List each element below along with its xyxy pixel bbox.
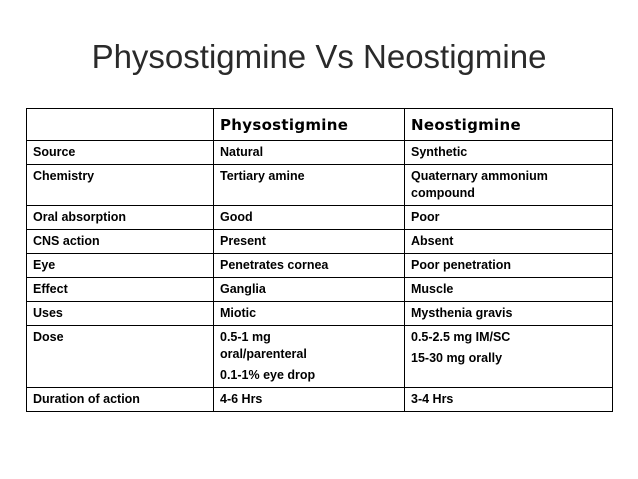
table-row bbox=[27, 206, 613, 230]
physostigmine-value: Penetrates cornea bbox=[220, 258, 329, 272]
table-row bbox=[27, 302, 613, 326]
neostigmine-value: 0.5-2.5 mg IM/SC bbox=[411, 330, 511, 344]
table-header-row bbox=[27, 109, 613, 141]
table-row bbox=[27, 165, 613, 206]
header-cell-blank bbox=[27, 109, 214, 141]
neostigmine-cell bbox=[405, 141, 613, 165]
neostigmine-value: Poor bbox=[411, 210, 440, 224]
neostigmine-cell bbox=[405, 230, 613, 254]
neostigmine-cell bbox=[405, 254, 613, 278]
slide-title: Physostigmine Vs Neostigmine bbox=[91, 38, 547, 75]
physostigmine-value: 4-6 Hrs bbox=[220, 392, 263, 406]
physostigmine-cell bbox=[214, 302, 405, 326]
table-row bbox=[27, 326, 613, 388]
row-label: Source bbox=[33, 145, 76, 159]
row-label-cell bbox=[27, 141, 214, 165]
physostigmine-value: Good bbox=[220, 210, 253, 224]
neostigmine-cell bbox=[405, 278, 613, 302]
header-cell-neostigmine: Neostigmine bbox=[405, 109, 613, 141]
physostigmine-cell bbox=[214, 141, 405, 165]
physostigmine-cell bbox=[214, 254, 405, 278]
row-label-cell bbox=[27, 302, 214, 326]
row-label: Oral absorption bbox=[33, 210, 127, 224]
physostigmine-value: Miotic bbox=[220, 306, 257, 320]
neostigmine-value: Mysthenia gravis bbox=[411, 306, 513, 320]
neostigmine-value: Quaternary ammonium bbox=[411, 169, 548, 183]
neostigmine-value: compound bbox=[411, 186, 475, 200]
physostigmine-cell bbox=[214, 230, 405, 254]
row-label-cell bbox=[27, 206, 214, 230]
table-body bbox=[27, 141, 613, 412]
neostigmine-cell bbox=[405, 388, 613, 412]
physostigmine-value: Ganglia bbox=[220, 282, 266, 296]
physostigmine-cell bbox=[214, 165, 405, 206]
neostigmine-cell bbox=[405, 326, 613, 388]
neostigmine-value: Muscle bbox=[411, 282, 454, 296]
row-label: Eye bbox=[33, 258, 56, 272]
physostigmine-value: Tertiary amine bbox=[220, 169, 305, 183]
neostigmine-value: 3-4 Hrs bbox=[411, 392, 454, 406]
neostigmine-value: 15-30 mg orally bbox=[411, 351, 503, 365]
row-label: Chemistry bbox=[33, 169, 95, 183]
header-cell-physostigmine: Physostigmine bbox=[214, 109, 405, 141]
physostigmine-value: oral/parenteral bbox=[220, 347, 307, 361]
comparison-table bbox=[26, 108, 613, 412]
row-label-cell bbox=[27, 388, 214, 412]
physostigmine-value: Natural bbox=[220, 145, 264, 159]
comparison-table-wrap bbox=[26, 108, 612, 412]
row-label: Effect bbox=[33, 282, 68, 296]
physostigmine-cell bbox=[214, 326, 405, 388]
row-label-cell bbox=[27, 254, 214, 278]
neostigmine-cell bbox=[405, 206, 613, 230]
physostigmine-cell bbox=[214, 278, 405, 302]
physostigmine-value: 0.1-1% eye drop bbox=[220, 368, 316, 382]
row-label: Dose bbox=[33, 330, 64, 344]
physostigmine-cell bbox=[214, 388, 405, 412]
table-row bbox=[27, 141, 613, 165]
neostigmine-cell bbox=[405, 165, 613, 206]
row-label-cell bbox=[27, 165, 214, 206]
row-label: Duration of action bbox=[33, 392, 140, 406]
neostigmine-value: Synthetic bbox=[411, 145, 468, 159]
table-row bbox=[27, 254, 613, 278]
table-row bbox=[27, 278, 613, 302]
row-label: Uses bbox=[33, 306, 63, 320]
row-label: CNS action bbox=[33, 234, 100, 248]
neostigmine-cell bbox=[405, 302, 613, 326]
physostigmine-cell bbox=[214, 206, 405, 230]
physostigmine-value: 0.5-1 mg bbox=[220, 330, 271, 344]
physostigmine-value: Present bbox=[220, 234, 266, 248]
neostigmine-value: Absent bbox=[411, 234, 454, 248]
table-row bbox=[27, 230, 613, 254]
table-row bbox=[27, 388, 613, 412]
row-label-cell bbox=[27, 230, 214, 254]
row-label-cell bbox=[27, 278, 214, 302]
row-label-cell bbox=[27, 326, 214, 388]
neostigmine-value: Poor penetration bbox=[411, 258, 512, 272]
